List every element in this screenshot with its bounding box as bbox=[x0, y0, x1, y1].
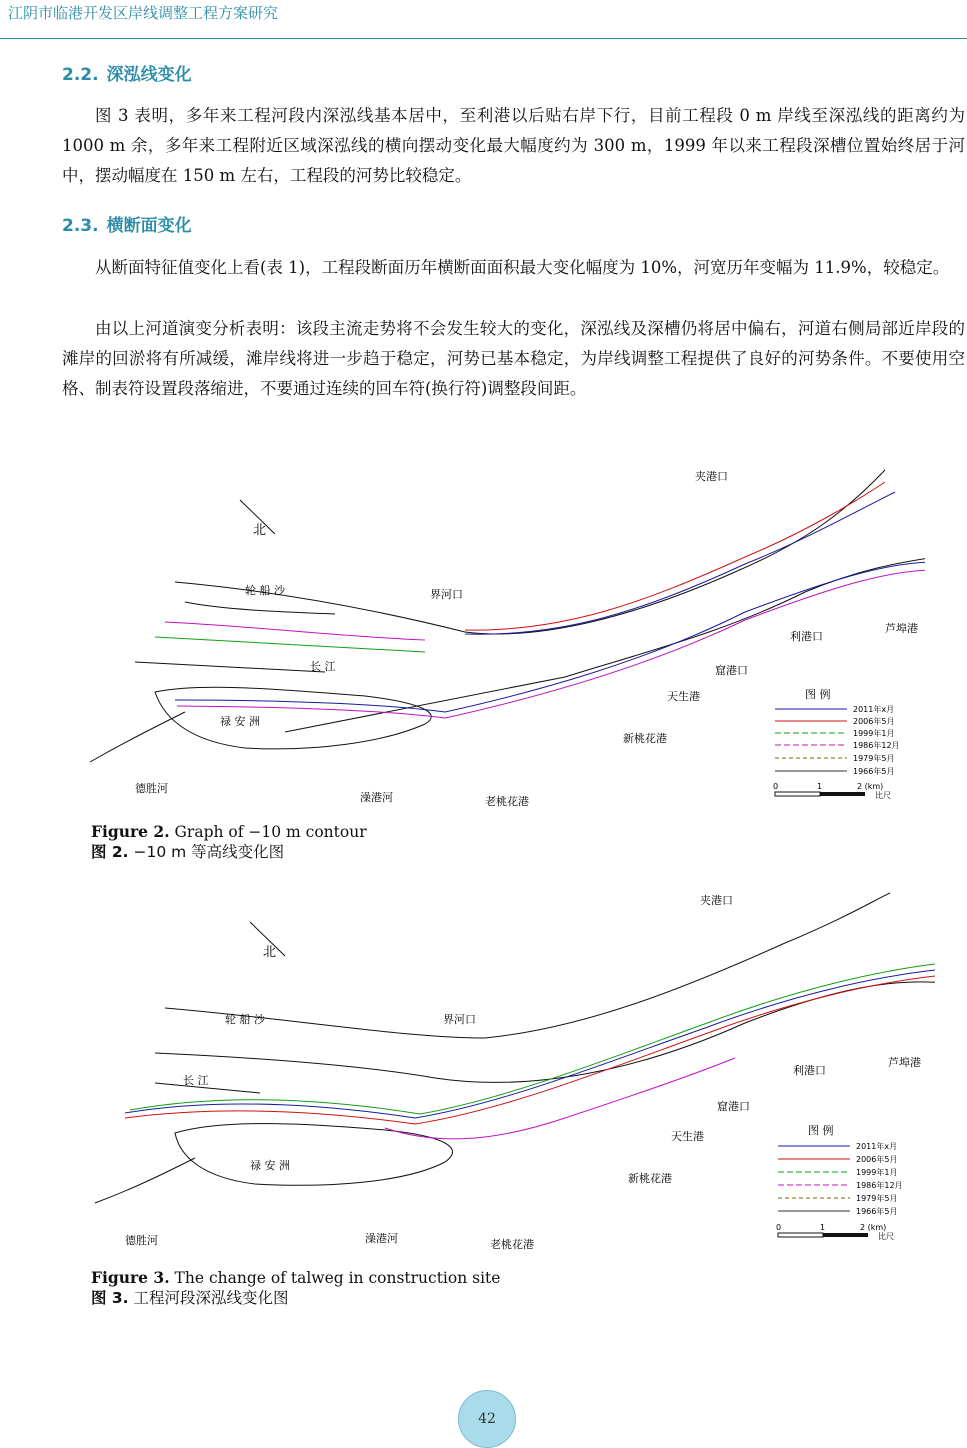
place-label: 芦埠港 bbox=[888, 1056, 921, 1069]
place-label: 长 江 bbox=[183, 1074, 209, 1087]
legend-item: 1999年1月 bbox=[853, 729, 895, 738]
section-title: 深泓线变化 bbox=[106, 65, 192, 85]
legend-item: 1979年5月 bbox=[853, 754, 895, 763]
caption-label: 图 3. bbox=[91, 1289, 129, 1307]
place-label: 窟港口 bbox=[717, 1100, 750, 1113]
place-label: 利港口 bbox=[793, 1064, 826, 1077]
scale-label: 比尺 bbox=[878, 1232, 894, 1241]
caption-text: Graph of −10 m contour bbox=[174, 823, 367, 841]
page-number-badge bbox=[458, 1390, 516, 1448]
island-outline bbox=[155, 687, 431, 749]
caption-text: 工程河段深泓线变化图 bbox=[133, 1289, 289, 1307]
talweg-line bbox=[130, 964, 935, 1114]
legend-item: 2006年5月 bbox=[856, 1155, 898, 1164]
talweg-line bbox=[125, 976, 935, 1124]
place-label: 天生港 bbox=[667, 690, 700, 703]
legend bbox=[773, 687, 900, 800]
place-label: 窟港口 bbox=[715, 664, 748, 677]
place-label: 界河口 bbox=[443, 1013, 476, 1026]
upper-bank-line bbox=[165, 893, 890, 1038]
place-label: 澡港河 bbox=[360, 791, 393, 804]
paragraph-cross-section: 从断面特征值变化上看(表 1)，工程段断面历年横断面面积最大变化幅度为 10%，河宽历年变幅为 11.9%，较稳定。 bbox=[95, 258, 950, 277]
place-label: 天生港 bbox=[671, 1130, 704, 1143]
place-label: 利港口 bbox=[790, 630, 823, 643]
place-label: 澡港河 bbox=[365, 1232, 398, 1245]
section-title: 横断面变化 bbox=[106, 216, 192, 236]
caption-label: 图 2. bbox=[91, 843, 129, 861]
scale-tick: 0 bbox=[776, 1223, 782, 1232]
scale-tick: 1 bbox=[817, 782, 823, 791]
scale-bar bbox=[775, 792, 820, 796]
figure3-caption bbox=[91, 1268, 500, 1308]
legend-item: 1999年1月 bbox=[856, 1168, 898, 1177]
contour-line bbox=[165, 622, 425, 640]
caption-label: Figure 3. bbox=[91, 1268, 170, 1287]
place-label: 芦埠港 bbox=[885, 622, 918, 635]
legend-title: 图 例 bbox=[808, 1124, 834, 1137]
running-title: 江阴市临港开发区岸线调整工程方案研究 bbox=[8, 4, 279, 22]
scale-label: 比尺 bbox=[875, 791, 891, 800]
section-number: 2.3. bbox=[62, 216, 99, 236]
legend-item: 1979年5月 bbox=[856, 1194, 898, 1203]
island-outline bbox=[175, 1124, 453, 1186]
shoal-outline bbox=[185, 602, 335, 614]
section-heading-2-2 bbox=[62, 60, 192, 85]
scale-bar bbox=[820, 792, 865, 796]
upper-bank-line bbox=[175, 470, 885, 634]
legend-item: 1986年12月 bbox=[856, 1181, 903, 1190]
caption-text: −10 m 等高线变化图 bbox=[133, 843, 285, 861]
place-label: 禄 安 洲 bbox=[250, 1159, 290, 1172]
place-label: 轮 船 沙 bbox=[245, 584, 285, 597]
paragraph-talweg: 图 3 表明，多年来工程河段内深泓线基本居中，至利港以后贴右岸下行，目前工程段 0 m 岸线至深泓线的距离约为 1000 m 余，多年来工程附近区域深泓线的横向摆动变化最大幅度约为 300 m，1999 年以来工程段深槽位置始终居于河中，摆动幅度在 150 m 左右，工程段的河势比较稳定。 bbox=[62, 106, 965, 185]
legend bbox=[776, 1123, 903, 1241]
header-rule bbox=[0, 38, 967, 39]
river-flow-arrow bbox=[135, 662, 325, 672]
legend-title: 图 例 bbox=[805, 688, 831, 701]
legend-item: 2011年x月 bbox=[856, 1142, 898, 1151]
legend-item: 1986年12月 bbox=[853, 741, 900, 750]
place-label: 新桃花港 bbox=[623, 732, 667, 745]
scale-tick: 2 (km) bbox=[857, 782, 884, 791]
place-label: 老桃花港 bbox=[485, 795, 529, 808]
place-label: 德胜河 bbox=[135, 782, 168, 795]
scale-bar bbox=[778, 1233, 823, 1237]
legend-item: 2011年x月 bbox=[853, 705, 895, 714]
legend-item: 2006年5月 bbox=[853, 717, 895, 726]
place-label: 长 江 bbox=[310, 660, 336, 673]
paragraph-analysis: 由以上河道演变分析表明：该段主流走势将不会发生较大的变化，深泓线及深槽仍将居中偏右，河道右侧局部近岸段的滩岸的回淤将有所减缓，滩岸线将进一步趋于稳定，河势已基本稳定，为岸线调整工程提供了良好的河势条件。不要使用空格、制表符设置段落缩进，不要通过连续的回车符(换行符)调整段间距。 bbox=[62, 319, 965, 398]
tributary-line bbox=[95, 1158, 195, 1203]
legend-item: 1966年5月 bbox=[853, 767, 895, 776]
talweg-map-figure bbox=[85, 888, 935, 1253]
contour-line bbox=[155, 637, 425, 652]
contour-line bbox=[465, 482, 885, 630]
place-label: 禄 安 洲 bbox=[220, 715, 260, 728]
section-heading-2-3 bbox=[62, 211, 192, 236]
legend-item: 1966年5月 bbox=[856, 1207, 898, 1216]
scale-tick: 1 bbox=[820, 1223, 826, 1232]
place-label: 界河口 bbox=[430, 588, 463, 601]
talweg-line bbox=[385, 1058, 735, 1139]
place-label: 夹港口 bbox=[695, 470, 728, 483]
north-label: 北 bbox=[263, 945, 277, 960]
tributary-line bbox=[90, 712, 185, 762]
scale-bar bbox=[823, 1233, 868, 1237]
figure2-caption bbox=[91, 822, 367, 862]
page-number: 42 bbox=[478, 1411, 496, 1427]
north-label: 北 bbox=[253, 523, 267, 538]
place-label: 新桃花港 bbox=[628, 1172, 672, 1185]
place-label: 夹港口 bbox=[700, 894, 733, 907]
section-number: 2.2. bbox=[62, 65, 99, 85]
place-label: 德胜河 bbox=[125, 1234, 158, 1247]
contour-map-figure bbox=[85, 462, 925, 812]
caption-text: The change of talweg in construction site bbox=[174, 1269, 501, 1287]
caption-label: Figure 2. bbox=[91, 822, 170, 841]
place-label: 老桃花港 bbox=[490, 1238, 534, 1251]
scale-tick: 0 bbox=[773, 782, 779, 791]
place-label: 轮 船 沙 bbox=[225, 1013, 265, 1026]
scale-tick: 2 (km) bbox=[860, 1223, 887, 1232]
contour-line bbox=[465, 492, 895, 634]
